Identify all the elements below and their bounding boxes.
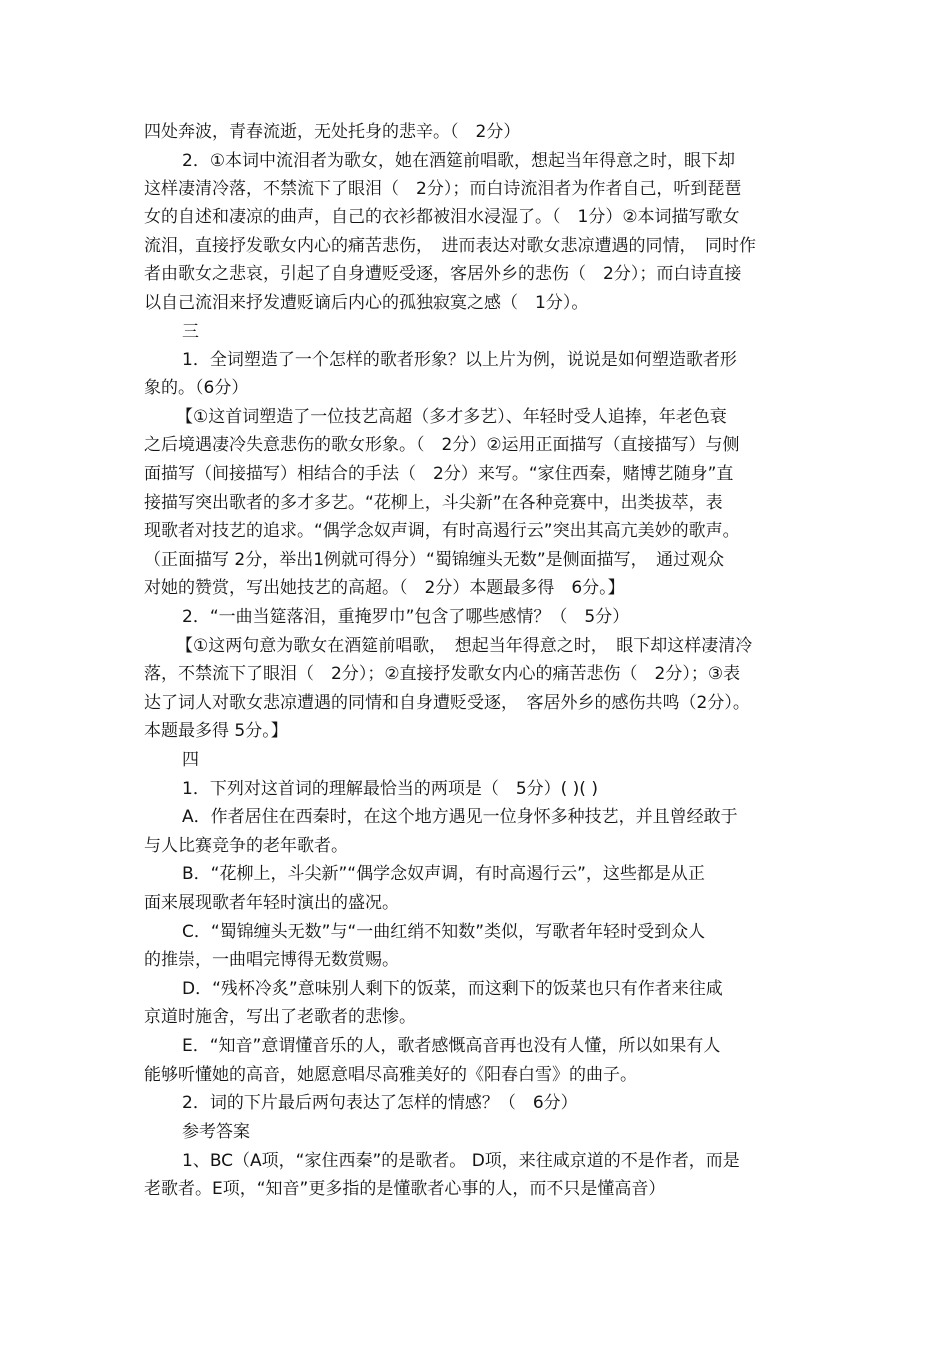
text-line: 面来展现歌者年轻时演出的盛况。 [144,893,399,913]
text-line: 京道时施舍，写出了老歌者的悲惨。 [144,1007,416,1027]
text-line: 象的。（6分） [144,378,249,398]
answer-line: 【①这首词塑造了一位技艺高超（多才多艺）、年轻时受人追捧，年老色衰 [176,407,727,427]
option-a: A．作者居住在西秦时，在这个地方遇见一位身怀多种技艺，并且曾经敢于 [182,807,738,827]
text-line: 四处奔波，青春流逝，无处托身的悲辛。（ 2分） [144,122,521,142]
text-line: 能够听懂她的高音，她愿意唱尽高雅美好的《阳春白雪》的曲子。 [144,1065,637,1085]
question: 1．全词塑造了一个怎样的歌者形象？以上片为例，说说是如何塑造歌者形 [182,350,737,370]
option-d: D．“残杯冷炙”意味别人剩下的饭菜，而这剩下的饭菜也只有作者来往咸 [182,979,723,999]
text-line: 这样凄清冷落，不禁流下了眼泪（ 2分）；而白诗流泪者为作者自己，听到琵琶 [144,179,742,199]
text-line: 本题最多得 5分。】 [144,721,288,741]
text-line: 2．①本词中流泪者为歌女，她在酒筵前唱歌，想起当年得意之时，眼下却 [182,151,736,171]
text-line: 流泪，直接抒发歌女内心的痛苦悲伤， 进而表达对歌女悲凉遭遇的同情， 同时作 [144,236,756,256]
answer-heading: 参考答案 [182,1122,250,1142]
question: 2．词的下片最后两句表达了怎样的情感？（ 6分） [182,1093,578,1113]
question: 2．“一曲当筵落泪，重掩罗巾”包含了哪些感情？（ 5分） [182,607,630,627]
text-line: 对她的赞赏，写出她技艺的高超。（ 2分）本题最多得 6分。】 [144,578,625,598]
text-line: 面描写（间接描写）相结合的手法（ 2分）来写。“家住西秦，赌博艺随身”直 [144,464,734,484]
answer-line: 【①这两句意为歌女在酒筵前唱歌， 想起当年得意之时， 眼下却这样凄清冷 [176,636,753,656]
text-line: 接描写突出歌者的多才多艺。“花柳上，斗尖新”在各种竞赛中，出类拔萃，表 [144,493,723,513]
text-line: 之后境遇凄冷失意悲伤的歌女形象。（ 2分）②运用正面描写（直接描写）与侧 [144,435,740,455]
text-line: 女的自述和凄凉的曲声，自己的衣衫都被泪水浸湿了。（ 1分）②本词描写歌女 [144,207,740,227]
text-line: 以自己流泪来抒发遭贬谪后内心的孤独寂寞之感（ 1分）。 [144,293,589,313]
option-e: E．“知音”意谓懂音乐的人，歌者感慨高音再也没有人懂，所以如果有人 [182,1036,721,1056]
question: 1．下列对这首词的理解最恰当的两项是（ 5分）( )( ) [182,779,598,799]
text-line: （正面描写 2分，举出1例就可得分）“蜀锦缠头无数”是侧面描写， 通过观众 [144,550,725,570]
section-heading: 四 [182,750,199,770]
text-line: 与人比赛竞争的老年歌者。 [144,836,348,856]
text-line: 落，不禁流下了眼泪（ 2分）；②直接抒发歌女内心的痛苦悲伤（ 2分）；③表 [144,664,741,684]
option-c: C．“蜀锦缠头无数”与“一曲红绡不知数”类似，写歌者年轻时受到众人 [182,922,706,942]
text-line: 的推崇，一曲唱完博得无数赏赐。 [144,950,399,970]
option-b: B．“花柳上，斗尖新”“偶学念奴声调，有时高遏行云”，这些都是从正 [182,864,705,884]
text-line: 老歌者。E项，“知音”更多指的是懂歌者心事的人，而不只是懂高音） [144,1179,666,1199]
answer-line: 1、BC（A项，“家住西秦”的是歌者。 D项，来往咸京道的不是作者，而是 [182,1151,740,1171]
text-line: 现歌者对技艺的追求。“偶学念奴声调，有时高遏行云”突出其高亢美妙的歌声。 [144,521,740,541]
text-line: 者由歌女之悲哀，引起了自身遭贬受逐，客居外乡的悲伤（ 2分）；而白诗直接 [144,264,742,284]
text-line: 达了词人对歌女悲凉遭遇的同情和自身遭贬受逐， 客居外乡的感伤共鸣（2分）。 [144,693,750,713]
section-heading: 三 [182,322,199,342]
